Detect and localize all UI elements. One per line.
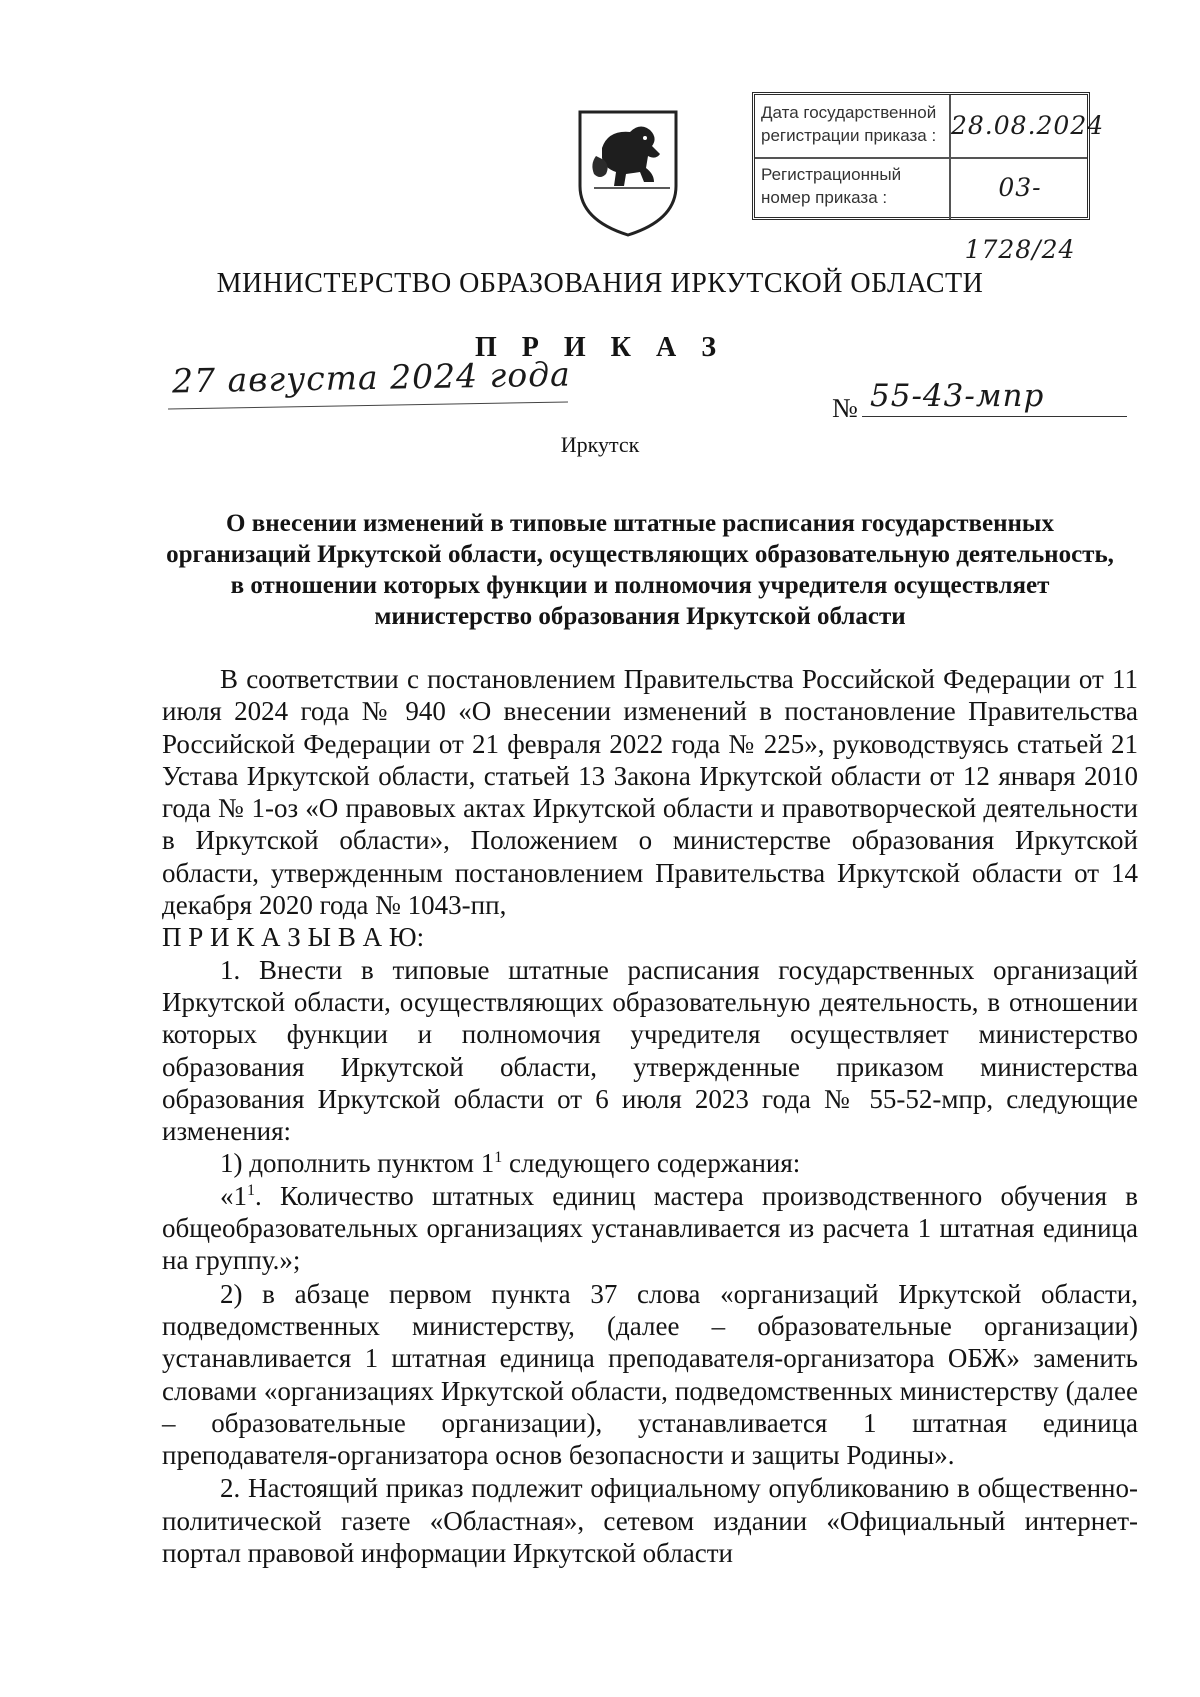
handwritten-date: 27 августа 2024 года xyxy=(171,354,572,401)
registration-number-value: 03-1728/24 xyxy=(949,157,1089,219)
coat-of-arms-icon xyxy=(574,108,682,238)
sub-item-2-paragraph: 2) в абзаце первом пункта 37 слова «организаций Иркутской области, подведомственных министерству, (далее – образовательные организации) устанавливается 1 штатная единица преподавателя-организатора ОБЖ» заменить словами «организациях Иркутской области, подведомственных министерству (далее – образовательные организации), устанавливается 1 штатная единица преподавателя-организатора основ безопасности и защиты Родины». xyxy=(162,1278,1138,1471)
order-word: П Р И К А З Ы В А Ю: xyxy=(162,922,425,953)
quoted-clause-paragraph xyxy=(162,1180,1138,1277)
registration-number-row xyxy=(755,157,1087,264)
item-2-paragraph: 2. Настоящий приказ подлежит официальному опубликованию в общественно-политической газете «Областная», сетевом издании «Официальный интернет-портал правовой информации Иркутской области xyxy=(162,1473,1138,1569)
ministry-heading: МИНИСТЕРСТВО ОБРАЗОВАНИЯ ИРКУТСКОЙ ОБЛАСТИ xyxy=(216,268,984,299)
registration-number-label: Регистрационный номер приказа : xyxy=(761,165,902,207)
handwritten-number: 55-43-мпр xyxy=(870,378,1045,414)
registration-date-row xyxy=(755,95,1105,159)
document-type: П Р И К А З xyxy=(475,332,725,363)
registration-stamp xyxy=(752,92,1105,264)
number-underline xyxy=(862,416,1127,417)
quoted-clause-superscript: 1 xyxy=(247,1181,255,1199)
item-1-paragraph: 1. Внести в типовые штатные расписания государственных организаций Иркутской области, осуществляющих образовательную деятельность, в отношении которых функции и полномочия учредителя осуществляет министерство образования Иркутской области, утвержденные приказом министерства образования Иркутской области от 6 июля 2023 года № 55-52-мпр, следующие изменения: xyxy=(162,954,1138,1147)
sub-item-1-superscript: 1 xyxy=(494,1149,503,1167)
preamble-paragraph: В соответствии с постановлением Правительства Российской Федерации от 11 июля 2024 года № 940 «О внесении изменений в постановление Правительства Российской Федерации от 21 февраля 2022 года № 225», руководствуясь статьей 21 Устава Иркутской области, статьей 13 Закона Иркутской области от 12 января 2010 года № 1-оз «О правовых актах Иркутской области и правотворческой деятельности в Иркутской области», Положением о министерстве образования Иркутской области, утвержденным постановлением Правительства Иркутской области от 14 декабря 2020 года № 1043-пп, xyxy=(162,664,1138,921)
sub-item-1-text-a: 1) дополнить пунктом 1 xyxy=(220,1148,495,1179)
quoted-clause-text-a: «1 xyxy=(220,1180,247,1211)
document-body xyxy=(162,663,1138,1569)
city: Иркутск xyxy=(560,432,640,457)
registration-date-label: Дата государственной регистрации приказа : xyxy=(761,103,937,145)
registration-date-value: 28.08.2024 xyxy=(949,95,1089,157)
sub-item-1-paragraph xyxy=(162,1147,1138,1179)
date-underline xyxy=(168,402,568,410)
quoted-clause-text-b: . Количество штатных единиц мастера производственного обучения в общеобразовательных организациях устанавливается из расчета 1 штатная единица на группу.»; xyxy=(162,1180,1138,1276)
sub-item-1-text-b: следующего содержания: xyxy=(502,1148,801,1179)
document-title: О внесении изменений в типовые штатные расписания государственных организаций Иркутской области, осуществляющих образовательную деятельность, в отношении которых функции и полномочия учредителя осуществляет министерство образования Иркутской области xyxy=(166,510,1114,630)
number-label: № xyxy=(832,393,858,423)
